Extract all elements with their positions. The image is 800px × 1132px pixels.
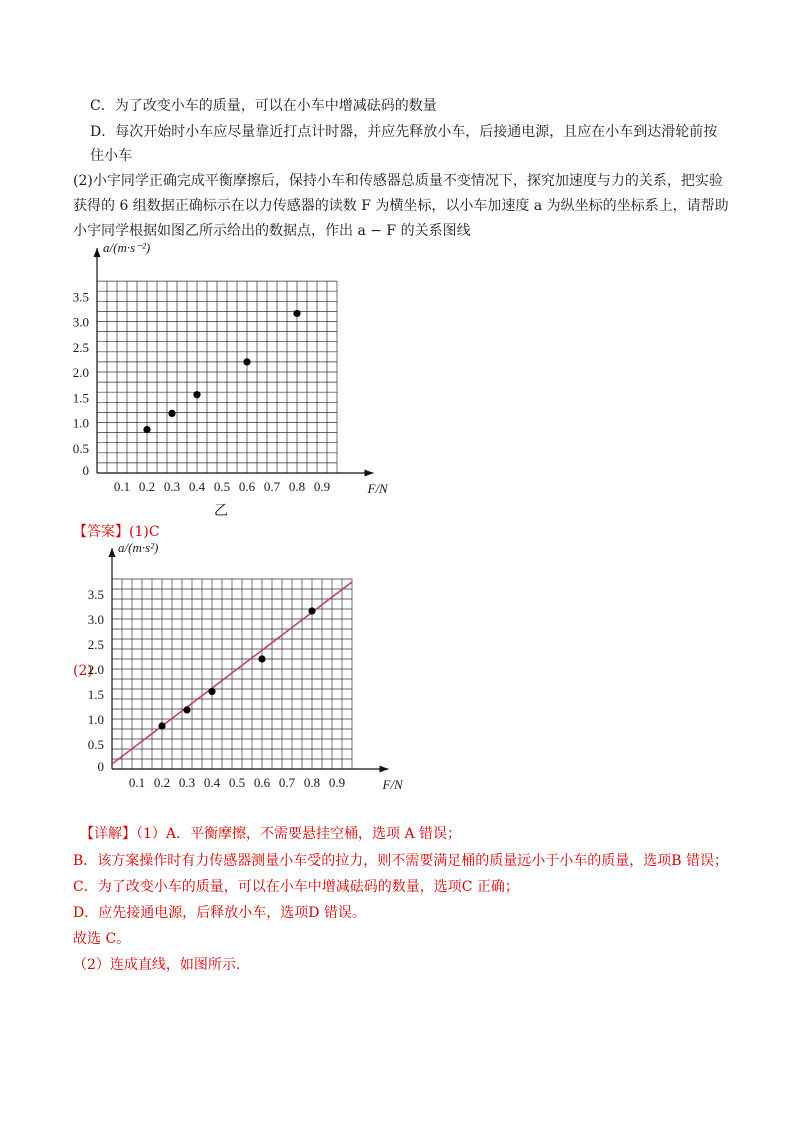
- x-tick-label: 0.8: [303, 775, 321, 790]
- data-point: [243, 358, 250, 365]
- explanation-line3: C．为了改变小车的质量，可以在小车中增减砝码的数量，选项C 正确；: [73, 879, 519, 895]
- x-axis-arrow: [380, 766, 389, 773]
- chart-caption: 乙: [214, 504, 228, 519]
- answer-part1: (1)C: [129, 524, 160, 540]
- x-tick-label: 0.1: [113, 479, 131, 494]
- y-tick-label: 2.5: [87, 637, 104, 652]
- x-tick-label: 0.8: [288, 479, 306, 494]
- x-axis-label: F/N: [382, 777, 403, 792]
- data-point: [258, 655, 265, 662]
- y-tick-label: 3.5: [87, 587, 104, 602]
- explanation-text-1: （1）A．平衡摩擦，不需要悬挂空桶，选项 A 错误；: [136, 826, 462, 842]
- x-tick-label: 0.6: [253, 775, 271, 790]
- x-tick-label: 0.9: [328, 775, 346, 790]
- x-tick-label: 0.5: [228, 775, 246, 790]
- x-tick-label: 0.6: [238, 479, 256, 494]
- y-tick-label: 2.0: [72, 365, 89, 380]
- explanation-line6: （2）连成直线，如图所示.: [73, 957, 241, 973]
- y-tick-label: 3.0: [72, 314, 89, 330]
- y-axis-label: a/(m·s⁻²): [103, 240, 151, 255]
- y-tick-label: 0.5: [72, 440, 89, 456]
- y-tick-label: 2.5: [72, 339, 89, 355]
- data-point: [183, 706, 190, 713]
- y-tick-label: 3.5: [72, 289, 89, 305]
- y-tick-label: 0.5: [87, 737, 104, 752]
- chart-question-svg: [60, 240, 400, 525]
- part2-text-line1: (2)小宇同学正确完成平衡摩擦后，保持小车和传感器总质量不变情况下，探究加速度与力的关系，把实验: [73, 173, 723, 189]
- data-point: [208, 688, 215, 695]
- data-point: [168, 410, 175, 417]
- x-tick-label: 0.1: [128, 775, 146, 790]
- x-tick-label: 0.4: [203, 775, 221, 790]
- explanation-label: 【详解】: [80, 826, 136, 842]
- data-point: [308, 607, 315, 614]
- data-point: [293, 310, 300, 317]
- x-tick-label: 0.3: [178, 775, 196, 790]
- chart-answer: [75, 538, 405, 802]
- explanation-line1: [80, 824, 461, 844]
- x-tick-label: 0.5: [213, 479, 231, 494]
- y-tick-label: 1.5: [87, 687, 104, 702]
- x-tick-label: 0.2: [153, 775, 171, 790]
- x-tick-label: 0.7: [278, 775, 296, 790]
- y-axis-label: a/(m·s²): [118, 540, 159, 555]
- x-tick-label: 0.4: [188, 479, 206, 494]
- y-axis-arrow: [94, 248, 101, 257]
- answer-part2-label: (2): [73, 663, 93, 679]
- x-tick-label: 0.3: [163, 479, 181, 494]
- data-point: [193, 391, 200, 398]
- x-tick-label: 0.2: [138, 479, 156, 494]
- data-point: [143, 426, 150, 433]
- origin-label: 0: [97, 759, 104, 774]
- option-d-text-line1: D．每次开始时小车应尽量靠近打点计时器，并应先释放小车，后接通电源，且应在小车到达滑轮前按: [90, 124, 718, 140]
- explanation-line2: B．该方案操作时有力传感器测量小车受的拉力，则不需要满足桶的质量远小于小车的质量，选项B 错误；: [73, 853, 729, 869]
- x-axis-arrow: [365, 470, 374, 477]
- y-tick-label: 1.5: [72, 390, 89, 406]
- explanation-line5: 故选 C。: [73, 931, 131, 947]
- option-c-text: C．为了改变小车的质量，可以在小车中增减砝码的数量: [90, 98, 437, 114]
- part2-text-line2: 获得的 6 组数据正确标示在以力传感器的读数 F 为横坐标，以小车加速度 a 为纵坐标的坐标系上，请帮助: [73, 198, 729, 214]
- y-tick-label: 1.0: [87, 712, 104, 727]
- origin-label: 0: [82, 463, 89, 478]
- explanation-line4: D．应先接通电源，后释放小车，选项D 错误。: [73, 905, 366, 921]
- x-axis-label: F/N: [367, 481, 388, 496]
- x-tick-label: 0.9: [313, 479, 331, 494]
- y-tick-label: 3.0: [87, 612, 104, 627]
- y-tick-label: 1.0: [72, 415, 89, 431]
- option-d-text-line2: 住小车: [90, 148, 132, 164]
- part2-text-line3: 小宇同学根据如图乙所示给出的数据点，作出 a − F 的关系图线: [73, 223, 471, 239]
- y-tick-label: 2.0: [87, 662, 104, 677]
- answer-label: 【答案】: [73, 524, 129, 540]
- chart-question: [60, 240, 400, 529]
- chart-answer-svg: [75, 538, 405, 798]
- y-axis-arrow: [109, 548, 116, 557]
- x-tick-label: 0.7: [263, 479, 281, 494]
- data-point: [158, 722, 165, 729]
